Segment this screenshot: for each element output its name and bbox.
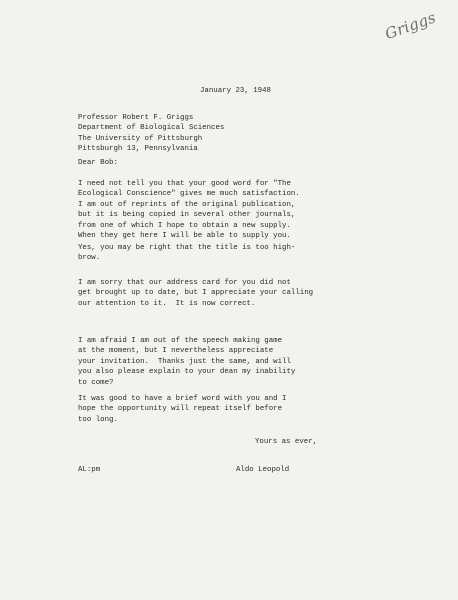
body-line: from one of which I hope to obtain a new supply. [78,221,291,230]
body-line: Ecological Conscience" gives me much satisfaction. [78,190,300,199]
letter-date: January 23, 1948 [200,87,271,95]
body-line: I need not tell you that your good word for "The [78,180,291,188]
body-line: at the moment, but I nevertheless appreciate [78,347,274,356]
body-line: but it is being copied in several other journals, [78,211,296,220]
body-line: I am sorry that our address card for you did not [78,279,291,287]
signature-name: Aldo Leopold [236,466,290,474]
body-line: to come? [78,378,114,387]
body-line: you also please explain to your dean my inability [78,368,296,377]
body-line: hope the opportunity will repeat itself before [78,405,283,414]
body-line: I am out of reprints of the original publication, [78,200,296,209]
typist-initials: AL:pm [78,466,101,474]
body-line: our attention to it. It is now correct. [78,299,256,308]
address-line: Professor Robert F. Griggs [78,114,194,122]
salutation: Dear Bob: [78,159,118,167]
recipient-address [78,113,224,155]
body-line: I am afraid I am out of the speech making game [78,337,283,345]
body-paragraph [78,336,408,388]
body-line: your invitation. Thanks just the same, and will [78,357,291,366]
complimentary-closing: Yours as ever, [255,438,318,446]
body-line: brow. [78,254,101,263]
body-paragraph [78,243,408,264]
body-line: too long. [78,415,118,424]
address-line: Department of Biological Sciences [78,124,225,133]
body-line: Yes, you may be right that the title is too high- [78,244,296,252]
address-line: Pittsburgh 13, Pennsylvania [78,145,198,154]
body-paragraph [78,179,408,241]
address-line: The University of Pittsburgh [78,134,203,143]
body-paragraph [78,278,408,309]
body-line: get brought up to date, but I appreciate your calling [78,289,314,298]
body-line: It was good to have a brief word with you and I [78,395,287,403]
body-paragraph [78,394,408,425]
body-line: When they get here I will be able to supply you. [78,232,291,241]
handwritten-annotation: Griggs [382,8,439,44]
